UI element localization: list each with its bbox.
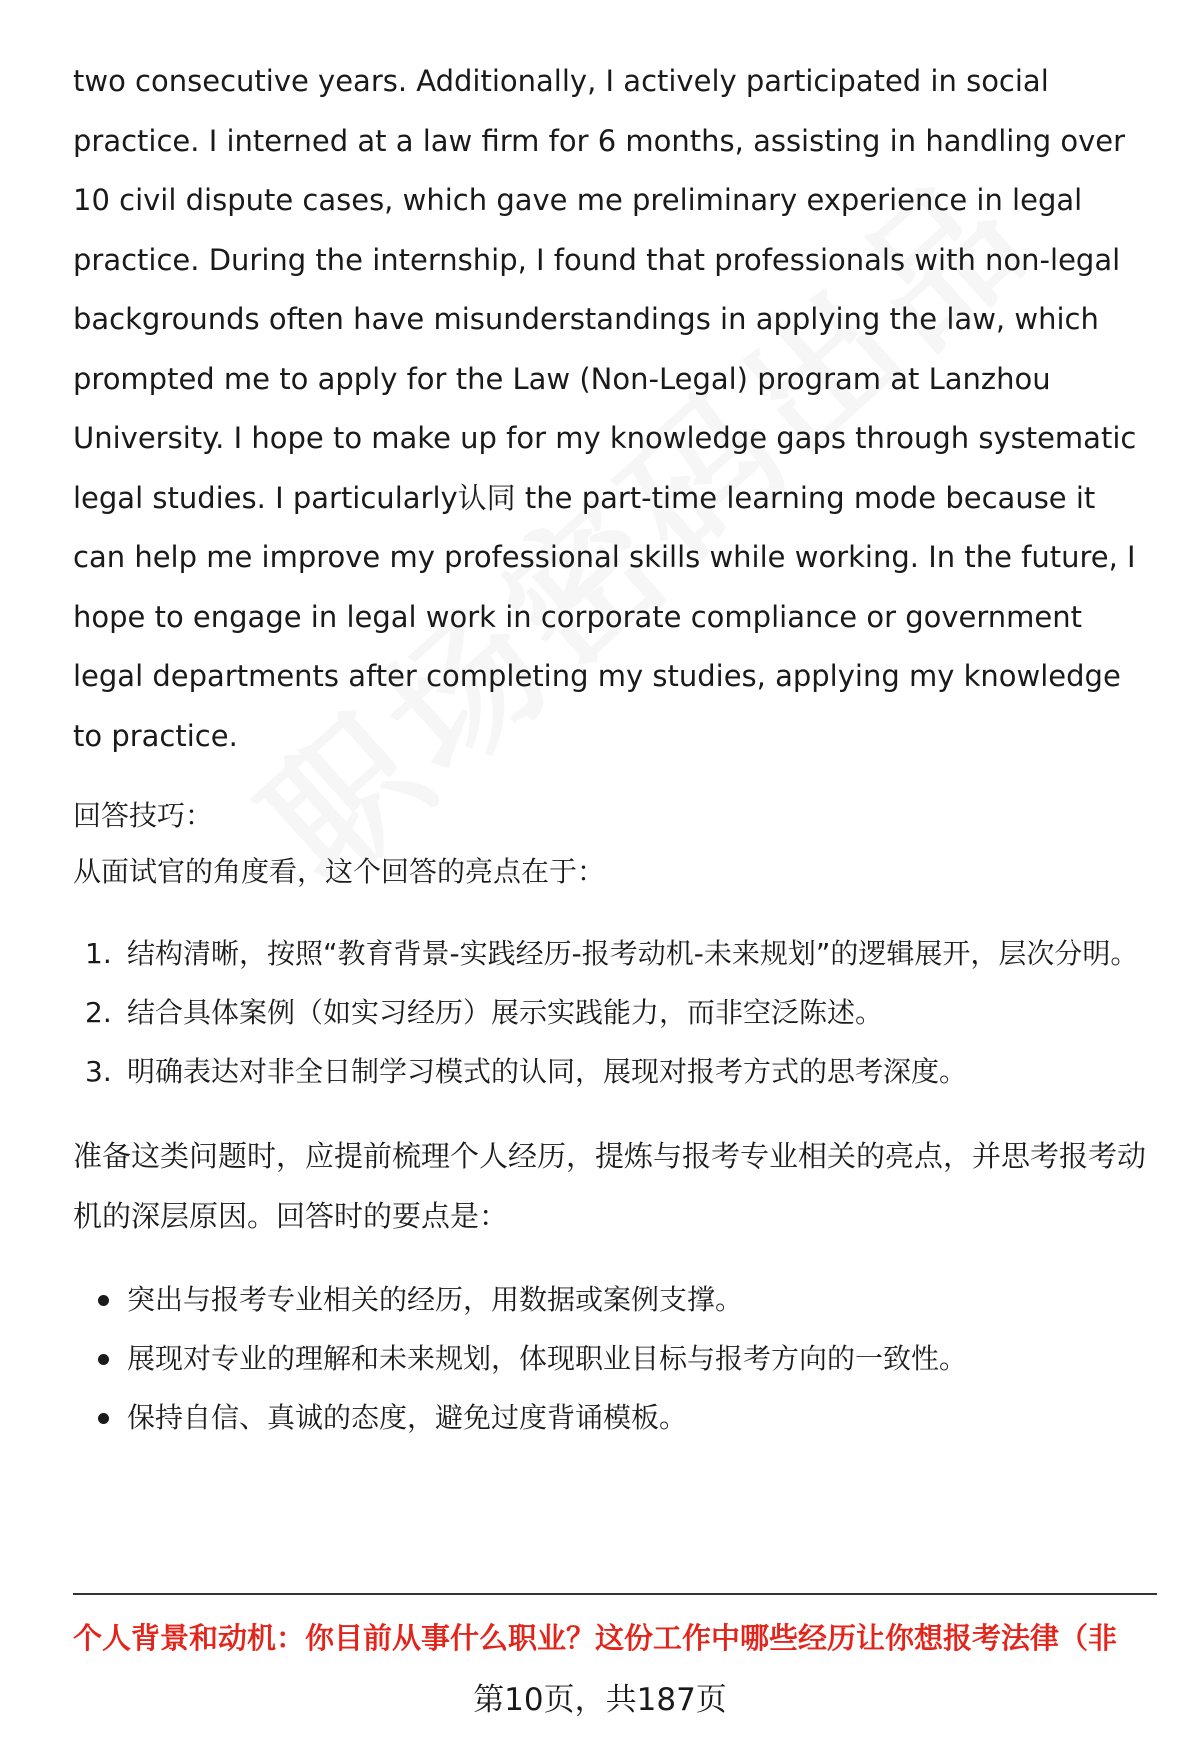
list-item-text: 明确表达对非全日制学习模式的认同，展现对报考方式的思考深度。 bbox=[127, 1055, 968, 1088]
list-item bbox=[73, 1042, 1153, 1101]
key-points-list bbox=[73, 1270, 1153, 1447]
list-item bbox=[73, 1329, 1153, 1388]
prep-paragraph: 准备这类问题时，应提前梳理个人经历，提炼与报考专业相关的亮点，并思考报考动机的深层原因。回答时的要点是： bbox=[73, 1139, 1147, 1233]
highlights-list bbox=[73, 924, 1153, 1101]
list-number: 1. bbox=[85, 937, 112, 970]
list-item-text: 突出与报考专业相关的经历，用数据或案例支撑。 bbox=[127, 1283, 744, 1316]
section-divider bbox=[73, 1593, 1157, 1595]
bullet-icon bbox=[98, 1354, 109, 1365]
list-item bbox=[73, 1270, 1153, 1329]
list-item-text: 保持自信、真诚的态度，避免过度背诵模板。 bbox=[127, 1401, 688, 1434]
tips-heading: 回答技巧： bbox=[73, 799, 214, 832]
page-number: 第10页，共187页 bbox=[473, 1682, 727, 1718]
list-item-text: 展现对专业的理解和未来规划，体现职业目标与报考方向的一致性。 bbox=[127, 1342, 968, 1375]
bullet-icon bbox=[98, 1295, 109, 1306]
next-question-title: 个人背景和动机：你目前从事什么职业？这份工作中哪些经历让你想报考法律（非 bbox=[73, 1621, 1118, 1655]
list-item-text: 结构清晰，按照“教育背景-实践经历-报考动机-未来规划”的逻辑展开，层次分明。 bbox=[127, 937, 1139, 970]
tips-intro: 从面试官的角度看，这个回答的亮点在于： bbox=[73, 855, 606, 888]
page-content bbox=[73, 52, 1153, 1447]
list-number: 3. bbox=[85, 1055, 112, 1088]
list-number: 2. bbox=[85, 996, 112, 1029]
list-item-text: 结合具体案例（如实习经历）展示实践能力，而非空泛陈述。 bbox=[127, 996, 884, 1029]
list-item bbox=[73, 983, 1153, 1042]
list-item bbox=[73, 1388, 1153, 1447]
list-item bbox=[73, 924, 1153, 983]
bullet-icon bbox=[98, 1413, 109, 1424]
answer-paragraph: two consecutive years. Additionally, I actively participated in social practice. I interned at a law firm for 6 months, assisting in handling over 10 civil dispute cases, which gave me preliminary experience in legal practice. During the internship, I found that professionals with non-legal backgrounds often have misunderstandings in applying the law, which prompted me to apply for the Law (Non-Legal) program at Lanzhou University. I hope to make up for my knowledge gaps through systematic legal studies. I particularly认同 the part-time learning mode because it can help me improve my professional skills while working. In the future, I hope to engage in legal work in corporate compliance or government legal departments after completing my studies, applying my knowledge to practice. bbox=[73, 64, 1137, 753]
